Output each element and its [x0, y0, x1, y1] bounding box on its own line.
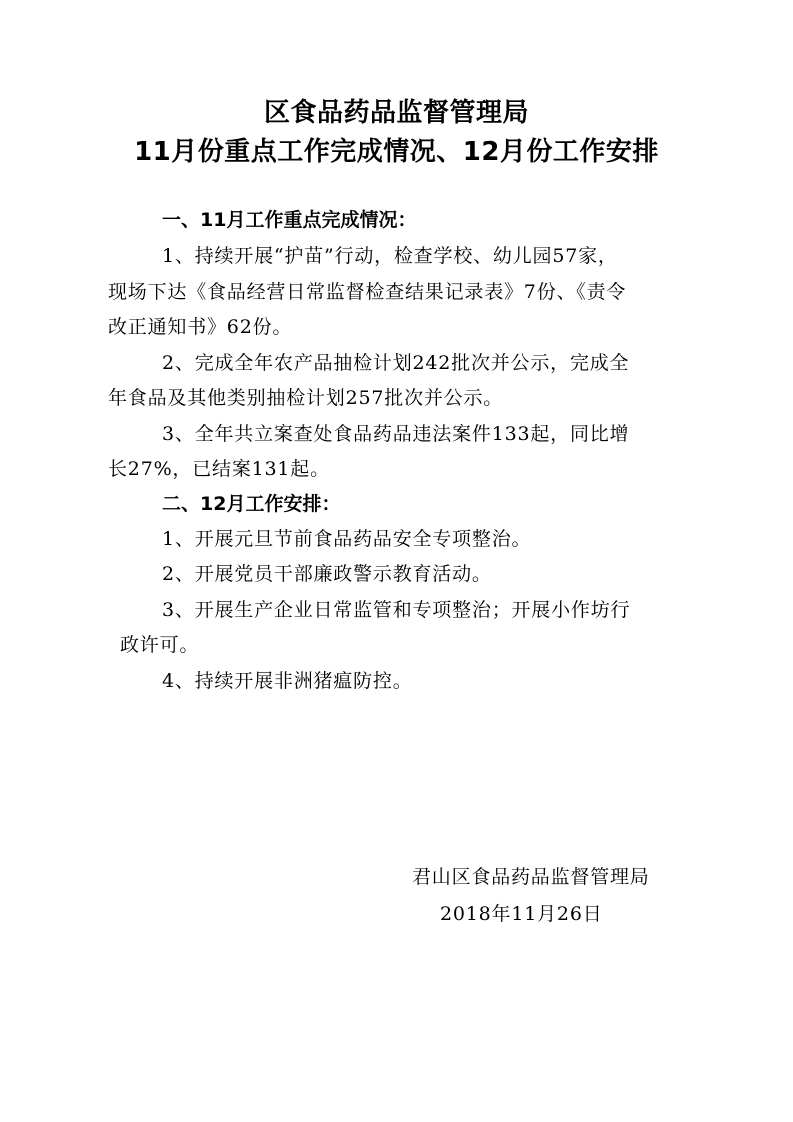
section-2-heading: 二、12月工作安排： — [162, 493, 341, 515]
section-1-item-2-line-2: 年食品及其他类别抽检计划257批次并公示。 — [108, 387, 504, 409]
section-2-item-4: 4、持续开展非洲猪瘟防控。 — [162, 670, 413, 692]
section-1-item-3-line-2: 长27%，已结案131起。 — [108, 458, 330, 480]
section-1-item-2-line-1: 2、完成全年农产品抽检计划242批次并公示，完成全 — [162, 352, 630, 374]
signature-date: 2018年11月26日 — [440, 903, 603, 925]
document-title-line-2: 11月份重点工作完成情况、12月份工作安排 — [134, 137, 659, 167]
section-1-heading: 一、11月工作重点完成情况： — [162, 209, 417, 231]
section-1-item-3-line-1: 3、全年共立案查处食品药品违法案件133起，同比增 — [162, 423, 630, 445]
section-1-item-1-line-1: 1、持续开展“护苗”行动，检查学校、幼儿园57家， — [162, 245, 618, 267]
section-2-item-1: 1、开展元旦节前食品药品安全专项整治。 — [162, 528, 532, 550]
section-2-item-3-line-2: 政许可。 — [120, 634, 200, 656]
section-2-item-3-line-1: 3、开展生产企业日常监管和专项整治；开展小作坊行 — [162, 599, 631, 621]
signature-organization: 君山区食品药品监督管理局 — [412, 866, 650, 888]
document-title-line-1: 区食品药品监督管理局 — [263, 98, 529, 128]
section-1-item-1-line-3: 改正通知书》62份。 — [108, 316, 293, 338]
section-2-item-2: 2、开展党员干部廉政警示教育活动。 — [162, 563, 492, 585]
section-1-item-1-line-2: 现场下达《食品经营日常监督检查结果记录表》7份、《责令 — [108, 281, 627, 303]
